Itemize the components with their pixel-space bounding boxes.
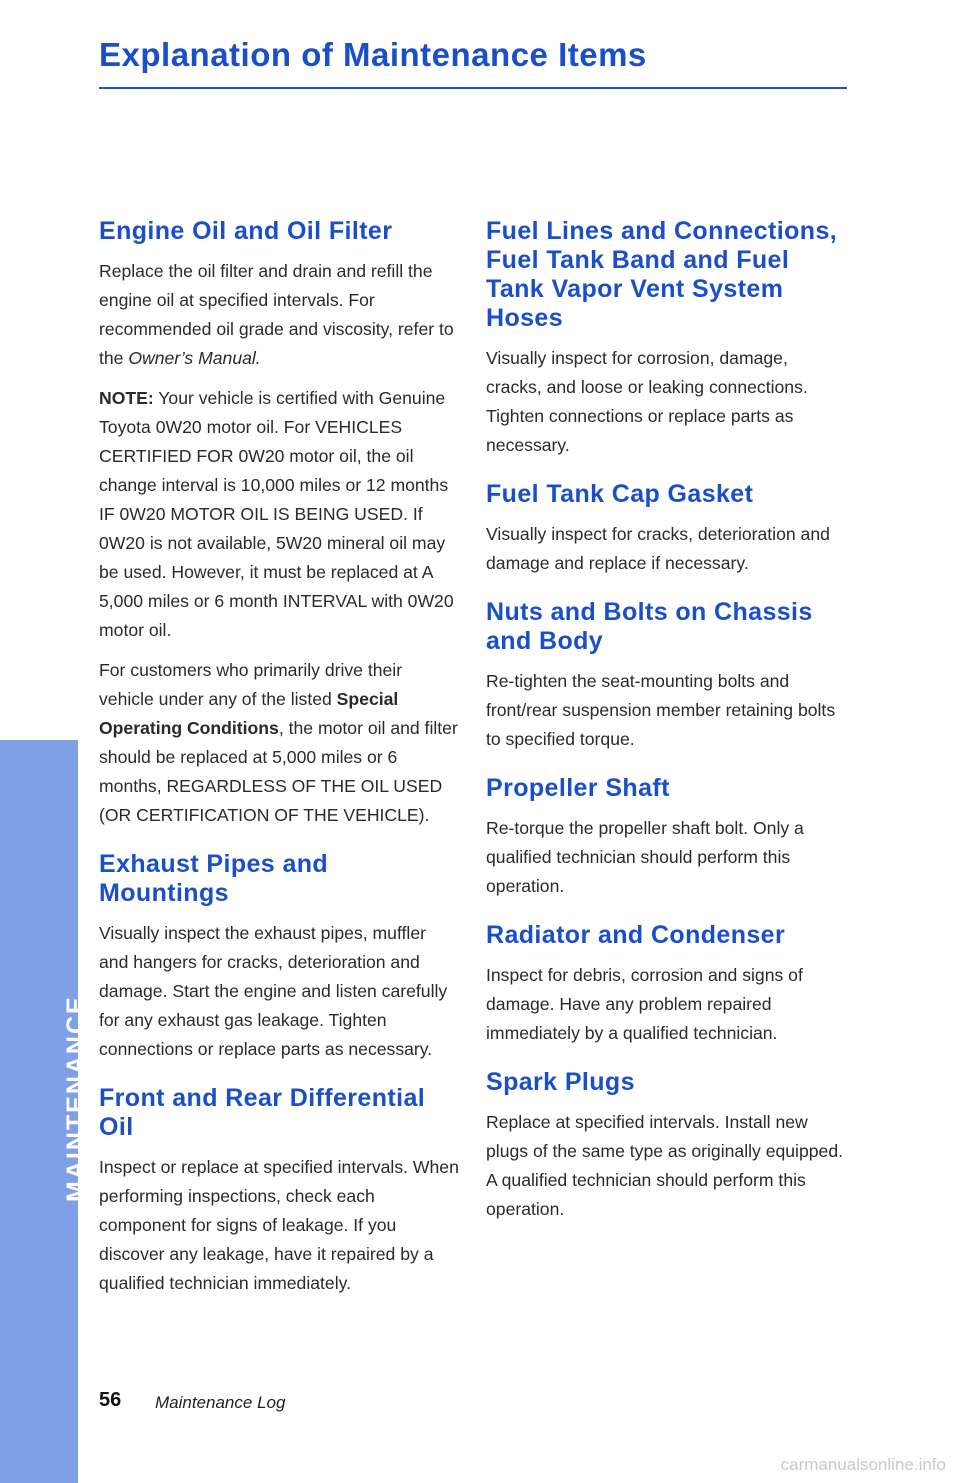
- section-fuel-lines: [486, 217, 848, 460]
- section-paragraph: Inspect or replace at specified intervals. When performing inspections, check each component for signs of leakage. If you discover any leakage, have it repaired by a qualified technician immediately.: [99, 1157, 459, 1293]
- section-nuts-bolts: [486, 598, 848, 754]
- page-title: Explanation of Maintenance Items: [99, 36, 647, 73]
- paragraph-text: Replace the oil filter and drain and refill the engine oil at specified intervals. For recommended oil grade and viscosity, refer to the: [99, 261, 454, 368]
- section-paragraph: Visually inspect the exhaust pipes, muffler and hangers for cracks, deterioration and damage. Start the engine and listen carefully for any exhaust gas leakage. Tighten connections or replace parts as necessary.: [99, 923, 448, 1059]
- section-propeller-shaft: [486, 774, 848, 901]
- side-tab-label: MAINTENANCE: [62, 995, 90, 1202]
- section-fuel-cap: [486, 480, 848, 578]
- section-heading: Propeller Shaft: [486, 774, 670, 802]
- watermark: carmanualsonline.info: [780, 1455, 946, 1474]
- section-heading: Fuel Tank Cap Gasket: [486, 480, 754, 508]
- note-paragraph: [99, 384, 459, 645]
- page-number: 56: [99, 1389, 122, 1411]
- paragraph-text: For customers who primarily drive their vehicle under any of the listed: [99, 660, 403, 709]
- section-differential-oil: [99, 1084, 459, 1298]
- section-paragraph: Visually inspect for cracks, deterioration and damage and replace if necessary.: [486, 524, 830, 573]
- section-paragraph: Replace at specified intervals. Install new plugs of the same type as originally equipped. A qualified technician should perform this operation.: [486, 1112, 843, 1219]
- section-heading: Fuel Lines and Connections, Fuel Tank Band and Fuel Tank Vapor Vent System Hoses: [486, 217, 838, 332]
- section-heading: Nuts and Bolts on Chassis and Body: [486, 598, 813, 655]
- section-heading: Engine Oil and Oil Filter: [99, 217, 393, 245]
- section-paragraph: [99, 257, 459, 373]
- paragraph-text: , the motor oil and filter should be replaced at 5,000 miles or 6 months, REGARDLESS OF THE OIL USED (OR CERTIFICATION OF THE VEHICLE).: [99, 718, 458, 825]
- section-heading: Spark Plugs: [486, 1068, 635, 1096]
- special-conditions-term: Special Operating Conditions: [99, 689, 399, 738]
- section-heading: Radiator and Condenser: [486, 921, 786, 949]
- title-divider: [99, 87, 847, 89]
- section-paragraph: Re-torque the propeller shaft bolt. Only a qualified technician should perform this operation.: [486, 818, 804, 896]
- left-column: [99, 217, 459, 1318]
- owners-manual-reference: Owner’s Manual.: [128, 348, 261, 368]
- section-exhaust: [99, 850, 459, 1064]
- section-paragraph: [99, 656, 459, 830]
- note-text: Your vehicle is certified with Genuine Toyota 0W20 motor oil. For VEHICLES CERTIFIED FOR 0W20 motor oil, the oil change interval is 10,000 miles or 12 months IF 0W20 MOTOR OIL IS BEING USED. If 0W20 is not available, 5W20 mineral oil may be used. However, it must be replaced at A 5,000 miles or 6 month INTERVAL with 0W20 motor oil.: [99, 388, 454, 640]
- note-label: NOTE:: [99, 388, 154, 408]
- section-engine-oil: [99, 217, 459, 830]
- section-paragraph: Re-tighten the seat-mounting bolts and front/rear suspension member retaining bolts to specified torque.: [486, 671, 836, 749]
- footer-label: Maintenance Log: [155, 1393, 286, 1412]
- section-heading: Front and Rear Differential Oil: [99, 1084, 426, 1141]
- section-spark-plugs: [486, 1068, 848, 1224]
- section-heading: Exhaust Pipes and Mountings: [99, 850, 329, 907]
- section-paragraph: Inspect for debris, corrosion and signs of damage. Have any problem repaired immediately by a qualified technician.: [486, 965, 803, 1043]
- right-column: [486, 217, 848, 1244]
- section-paragraph: Visually inspect for corrosion, damage, cracks, and loose or leaking connections. Tighten connections or replace parts as necessary.: [486, 348, 808, 455]
- section-radiator: [486, 921, 848, 1048]
